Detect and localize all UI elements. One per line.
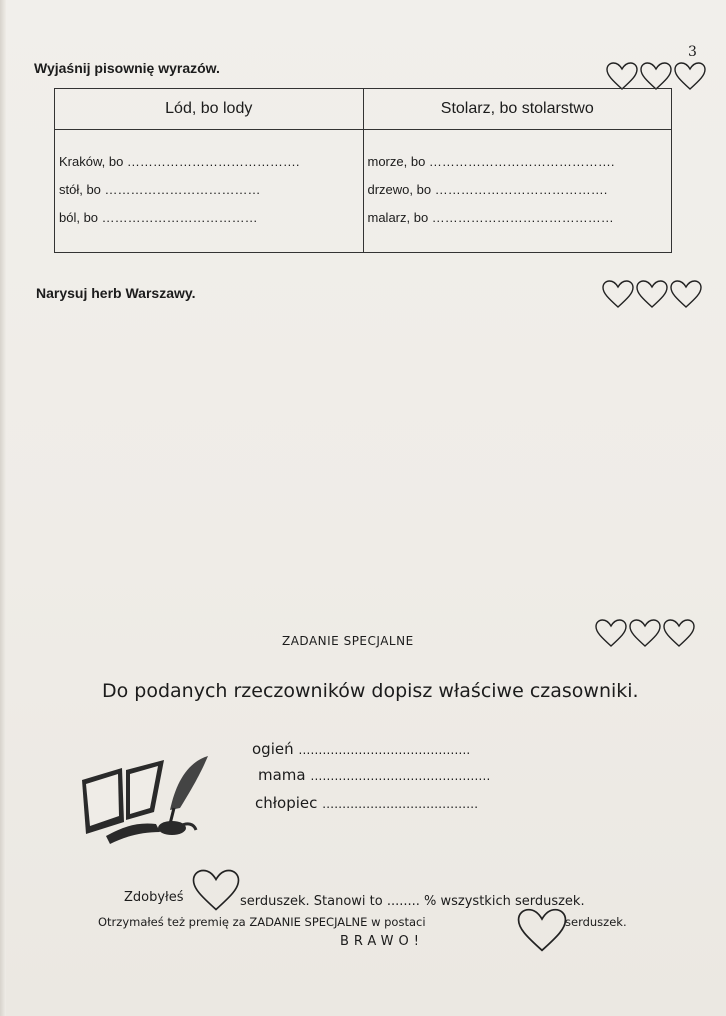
answer-line[interactable]: Kraków, bo …………………………………. [59, 154, 300, 169]
answer-line[interactable]: morze, bo ……………………………………. [367, 154, 615, 169]
bonus-text: Otrzymałeś też premię za ZADANIE SPECJALNE w postaci [98, 915, 426, 929]
earned-summary: serduszek. Stanowi to ........ % wszystkich serduszek. [240, 894, 585, 909]
heart-outline-icon [635, 278, 669, 310]
verb-answer-line[interactable]: ………………………………… [322, 797, 479, 811]
col2-cell [363, 130, 672, 253]
heart-outline-icon [628, 617, 662, 649]
special-instruction: Do podanych rzeczowników dopisz właściwe czasowniki. [102, 680, 639, 702]
answer-line[interactable]: malarz, bo …………………………………… [367, 210, 614, 225]
heart-outline-icon [515, 905, 569, 955]
heart-outline-icon [673, 60, 707, 92]
heart-outline-icon [594, 617, 628, 649]
bravo-text: BRAWO! [340, 934, 424, 949]
task1-title: Wyjaśnij pisownię wyrazów. [34, 60, 220, 76]
task2-hearts [601, 278, 703, 310]
col1-cell [55, 130, 364, 253]
heart-outline-icon [601, 278, 635, 310]
col2-header: Stolarz, bo stolarstwo [363, 89, 672, 130]
special-hearts [594, 617, 696, 649]
page-number: 3 [688, 44, 697, 60]
noun-word: ogień [252, 740, 294, 758]
verb-answer-line[interactable]: ……………………………………… [310, 769, 491, 783]
bonus-suffix: serduszek. [565, 915, 627, 929]
answer-line[interactable]: drzewo, bo …………………………………. [367, 182, 608, 197]
spelling-table [54, 88, 672, 253]
answer-line[interactable]: stół, bo ……………………………… [59, 182, 261, 197]
heart-outline-icon [669, 278, 703, 310]
noun-line [255, 794, 478, 812]
noun-line [258, 766, 490, 784]
book-and-quill-icon [76, 752, 216, 848]
task2-title: Narysuj herb Warszawy. [36, 285, 196, 301]
heart-outline-icon [662, 617, 696, 649]
verb-answer-line[interactable]: ……………………………………. [298, 743, 471, 757]
col1-header: Lód, bo lody [55, 89, 364, 130]
noun-word: mama [258, 766, 306, 784]
noun-line [252, 740, 470, 758]
noun-word: chłopiec [255, 794, 318, 812]
drawing-area[interactable] [40, 310, 680, 610]
earned-prefix: Zdobyłeś [124, 890, 184, 905]
answer-line[interactable]: ból, bo ……………………………… [59, 210, 258, 225]
special-task-title: ZADANIE SPECJALNE [282, 634, 414, 648]
heart-outline-icon [190, 866, 242, 914]
